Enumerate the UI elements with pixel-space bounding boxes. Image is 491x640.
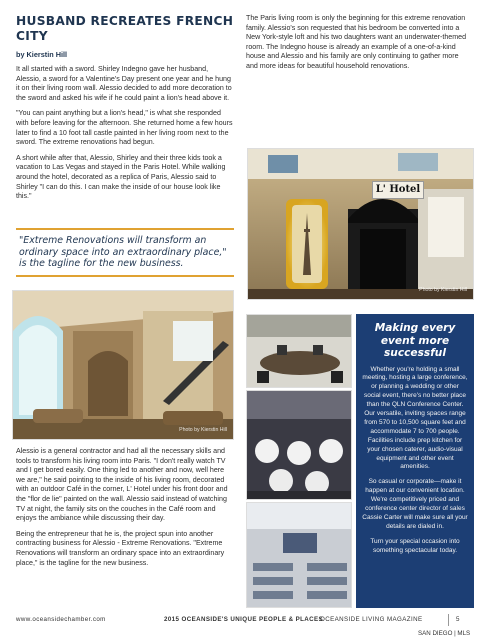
right-column-top [246, 14, 472, 72]
ad-paragraph: Whether you're holding a small meeting, hosting a large conference, or planning a wedding or other social event, there's no better place than the QLN Conference Center. Our versatile, inviting spaces range from 570 to 10,500 square feet and accommodate 7 to 700 people. Facilities include prep kitchen for your chosen caterer, audio-visual equipment and other event amenities. [362, 365, 468, 471]
interior-photo [12, 290, 234, 440]
article-byline: by Kierstin Hill [16, 50, 68, 59]
hotel-photo-illustration [248, 149, 474, 300]
footer-center: 2015 OCEANSIDE'S UNIQUE PEOPLE & PLACES [164, 616, 324, 623]
article-paragraph: It all started with a sword. Shirley Indegno gave her husband, Alessio, a sword for a Valentine's Day present one year and he hung it on their living room wall. Alessio decided to add more decoration to the sword and asked his wife if he could paint a lion's head above it. [16, 65, 232, 102]
page-footer [16, 616, 476, 628]
footer-divider [448, 614, 449, 626]
pull-quote-bottom-rule [16, 275, 234, 277]
left-column-bottom [16, 447, 234, 568]
footer-page-number: 5 [456, 616, 460, 623]
hotel-entrance-photo [247, 148, 474, 300]
conference-room-photo [246, 314, 352, 388]
watermark: SAN DIEGO | MLS [418, 630, 471, 637]
article-paragraph: Being the entrepreneur that he is, the project spun into another contracting business for Alessio - Extreme Renovations. "Extreme Renovations will transform an ordinary space into an extraordinary place," is the tagline for the new business. [16, 529, 225, 567]
article-paragraph: A short while after that, Alessio, Shirley and their three kids took a vacation to Las Vegas and stayed in the Paris Hotel. While walking around the hotel, decorated as a replica of Paris, Alessio said to Shirley "I can do this. I can make the inside of our house look like this." [16, 153, 226, 201]
interior-photo-illustration [13, 291, 234, 440]
banquet-room-photo [246, 390, 352, 500]
article-paragraph: The Paris living room is only the beginning for this extreme renovation family. Alessio's son requested that his bedroom be converted into a New York-style loft and his two daughters want an underwater-themed room. The Indegno house is already an example of a one-of-a-kind house and Alessio and his family are only continuing to gather more and more ideas for beautiful household renovations. [246, 14, 467, 70]
article-headline: HUSBAND RECREATES FRENCH CITY [16, 14, 234, 43]
article-paragraph: Alessio is a general contractor and had all the necessary skills and tools to transform his living room into Paris. "I don't really watch TV and I get bored easily. One thing led to another and now, well here we are," he said pointing to the inside of his living room, decorated with an outdoor Café in the corner, L' Hotel under his front door and the "flor de lie" painted on the wall. Alessio said instead of watching TV at night, the family sits on the couches in the Café room and enjoys the ambiance while discussing their day. [16, 447, 228, 523]
conference-center-ad [356, 314, 474, 608]
hotel-sign: L' Hotel [372, 181, 424, 199]
left-column-top [16, 14, 234, 202]
footer-website: www.oceansidechamber.com [16, 616, 106, 623]
photo-credit: Photo by Kierstin Hill [179, 427, 227, 433]
photo-credit: Photo by Kierstin Hill [419, 287, 467, 293]
pull-quote [16, 228, 234, 277]
ad-title: Making every event more successful [374, 322, 456, 359]
pull-quote-text: "Extreme Renovations will transform an ordinary space into an extraordinary place," is the tagline for the new business. [19, 235, 227, 270]
ad-paragraph: So casual or corporate—make it happen at our convenient location. We're competitively priced and conference center director of sales Cassie Carter will make sure all your details are dialed in. [362, 478, 468, 530]
article-paragraph: "You can paint anything but a lion's head," is what she responded with before leaving for the afternoon. She returned home a few hours later to find a 10 foot tall castle painted in her living room next to the sword. The extreme renovations had begun. [16, 109, 233, 147]
auditorium-photo [246, 502, 352, 608]
footer-magazine: OCEANSIDE LIVING MAGAZINE [320, 616, 423, 623]
ad-paragraph: Turn your special occasion into something spectacular today. [370, 537, 460, 554]
